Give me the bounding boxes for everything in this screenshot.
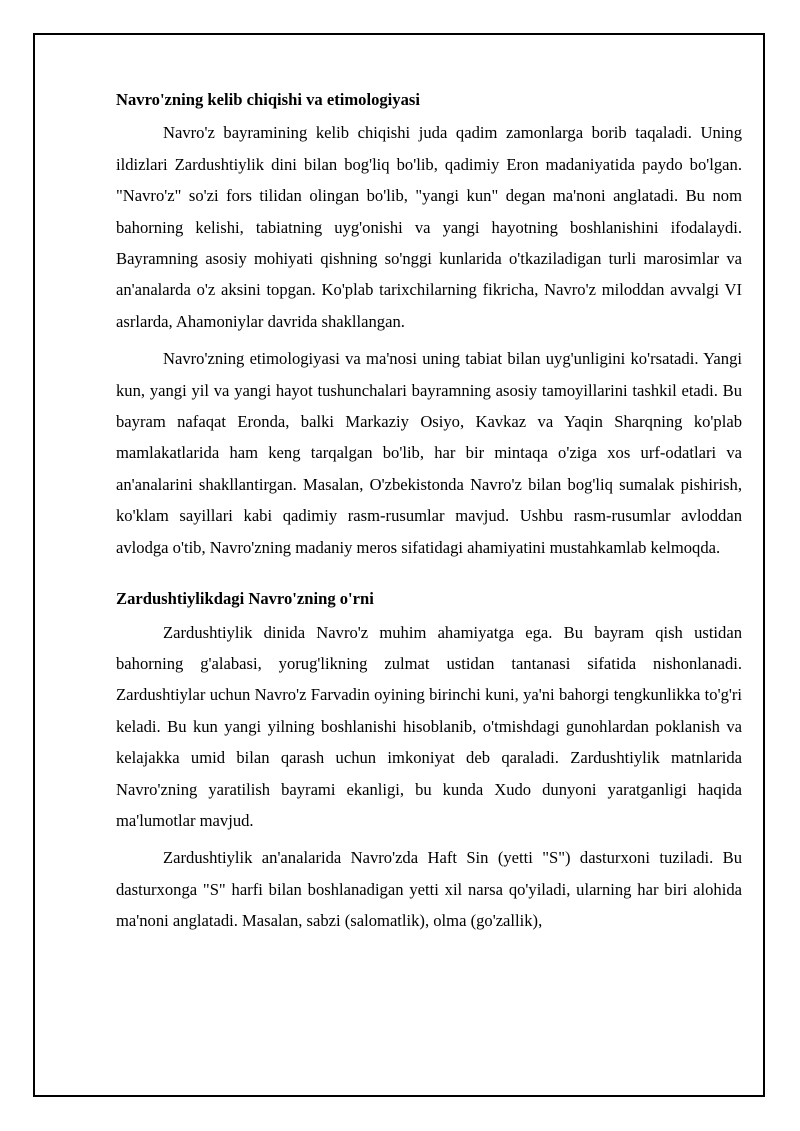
section-origin — [116, 84, 742, 563]
paragraph: Zardushtiylik an'analarida Navro'zda Haft Sin (yetti "S") dasturxoni tuziladi. Bu dasturxonga "S" harfi bilan boshlanadigan yetti xil narsa qo'yiladi, ularning har biri alohida ma'noni anglatadi. Masalan, sabzi (salomatlik), olma (go'zallik), — [116, 848, 742, 931]
section-zoroastrianism — [116, 583, 742, 936]
paragraph: Navro'z bayramining kelib chiqishi juda qadim zamonlarga borib taqaladi. Uning ildizlari Zardushtiylik dini bilan bog'liq bo'lib, qadimiy Eron madaniyatida paydo bo'lgan. "Navro'z" so'zi fors tilidan olingan bo'lib, "yangi kun" degan ma'noni anglatadi. Bu nom bahorning kelishi, tabiatning uyg'onishi va yangi hayotning boshlanishini ifodalaydi. Bayramning asosiy mohiyati qishning so'nggi kunlarida o'tkaziladigan turli marosimlar va an'analarda o'z aksini topgan. Ko'plab tarixchilarning fikricha, Navro'z miloddan avvalgi VI asrlarda, Ahamoniylar davrida shakllangan. — [116, 123, 742, 331]
section-heading: Zardushtiylikdagi Navro'zning o'rni — [116, 589, 374, 609]
paragraph: Zardushtiylik dinida Navro'z muhim ahamiyatga ega. Bu bayram qish ustidan bahorning g'alabasi, yorug'likning zulmat ustidan tantanasi sifatida nishonlanadi. Zardushtiylar uchun Navro'z Farvadin oyining birinchi kuni, ya'ni bahorgi tengkunlikka to'g'ri keladi. Bu kun yangi yilning boshlanishi hisoblanib, o'tmishdagi gunohlardan poklanish va kelajakka umid bilan qarash uchun imkoniyat deb qaraladi. Zardushtiylik matnlarida Navro'zning yaratilish bayrami ekanligi, bu kunda Xudo dunyoni yaratganligi haqida ma'lumotlar mavjud. — [116, 622, 742, 830]
paragraph: Navro'zning etimologiyasi va ma'nosi uning tabiat bilan uyg'unligini ko'rsatadi. Yangi kun, yangi yil va yangi hayot tushunchalari bayramning asosiy tamoyillarini tashkil etadi. Bu bayram nafaqat Eronda, balki Markaziy Osiyo, Kavkaz va Yaqin Sharqning ko'plab mamlakatlarida ham keng tarqalgan bo'lib, har bir mintaqa o'ziga xos urf-odatlari va an'analarini shakllantirgan. Masalan, O'zbekistonda Navro'z bilan bog'liq sumalak pishirish, ko'klam sayillari kabi qadimiy rasm-rusumlar mavjud. Ushbu rasm-rusumlar avloddan avlodga o'tib, Navro'zning madaniy meros sifatidagi ahamiyatini mustahkamlab kelmoqda. — [116, 349, 742, 557]
section-heading: Navro'zning kelib chiqishi va etimologiyasi — [116, 90, 420, 109]
document-body — [116, 84, 742, 943]
